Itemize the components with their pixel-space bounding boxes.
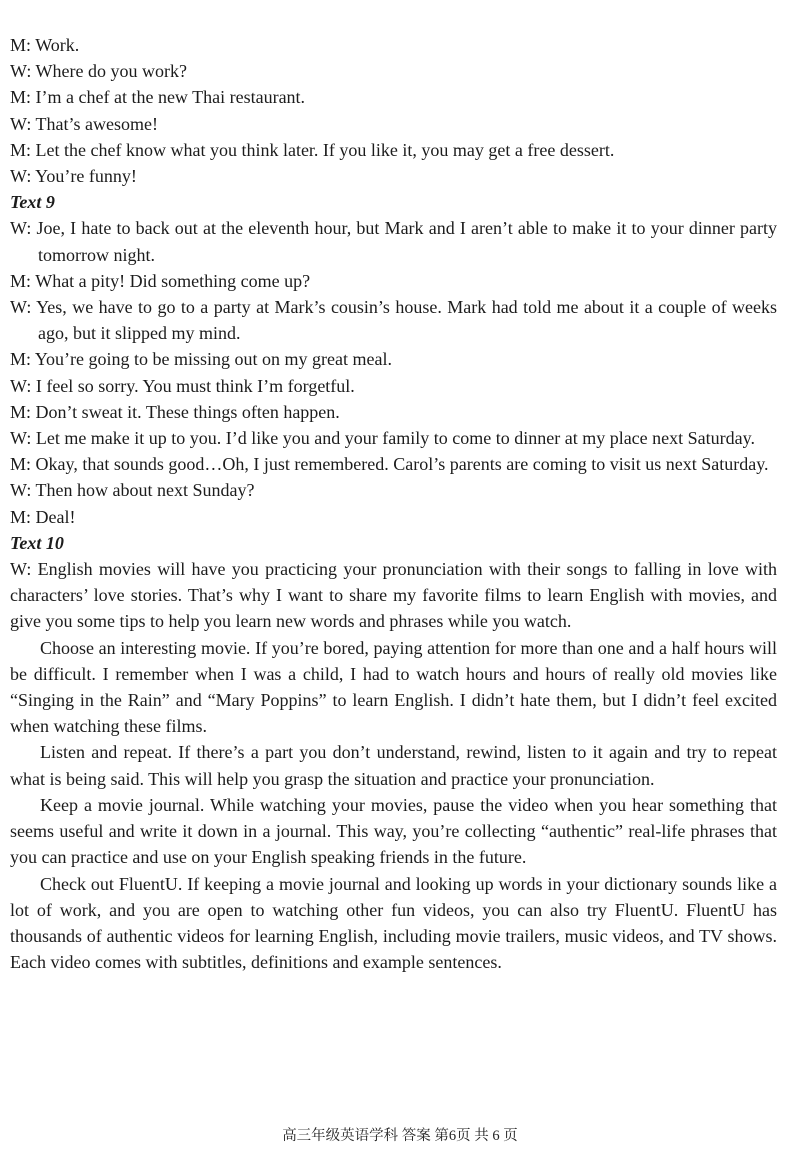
monologue-paragraph: Check out FluentU. If keeping a movie journal and looking up words in your dictionary sounds like a lot of work, and you are open to watching other fun videos, you can also try FluentU. FluentU has thousands of authentic videos for learning English, including movie trailers, music videos, and TV shows. Each video comes with subtitles, definitions and example sentences. xyxy=(10,873,777,973)
dialogue-line xyxy=(10,504,777,530)
dialogue-text: That’s awesome! xyxy=(35,113,158,134)
speaker-label: W: xyxy=(10,297,32,318)
dialogue-text: Let the chef know what you think later. If you like it, you may get a free dessert. xyxy=(35,139,615,160)
dialogue-line xyxy=(10,451,777,477)
dialogue-text: I feel so sorry. You must think I’m forgetful. xyxy=(35,375,355,396)
dialogue-line xyxy=(10,58,777,84)
dialogue-line xyxy=(10,294,777,346)
speaker-label: W: xyxy=(10,218,32,239)
dialogue-line xyxy=(10,84,777,110)
dialogue-line xyxy=(10,137,777,163)
dialogue-line xyxy=(10,346,777,372)
dialogue-line xyxy=(10,163,777,189)
speaker-label: M: xyxy=(10,506,32,527)
speaker-label: M: xyxy=(10,349,32,370)
monologue-paragraph: Listen and repeat. If there’s a part you don’t understand, rewind, listen to it again and try to repeat what is being said. This will help you grasp the situation and practice your pronunciation. xyxy=(10,742,777,789)
dialogue-text: Joe, I hate to back out at the eleventh hour, but Mark and I aren’t able to make it to your dinner party tomorrow night. xyxy=(36,218,777,265)
dialogue-text: You’re funny! xyxy=(35,166,137,187)
speaker-label: M: xyxy=(10,270,32,291)
monologue-paragraph: Choose an interesting movie. If you’re bored, paying attention for more than one and a half hours will be difficult. I remember when I was a child, I had to watch hours and hours of really old movies like “Singing in the Rain” and “Mary Poppins” to learn English. I didn’t hate them, but I didn’t feel excited when watching these films. xyxy=(10,637,777,737)
text10-heading: Text 10 xyxy=(10,532,64,553)
dialogue-line xyxy=(10,399,777,425)
dialogue-text: Yes, we have to go to a party at Mark’s cousin’s house. Mark had told me about it a couple of weeks ago, but it slipped my mind. xyxy=(36,297,777,344)
dialogue-line xyxy=(10,215,777,267)
dialogue-line xyxy=(10,477,777,503)
dialogue-line xyxy=(10,268,777,294)
speaker-label: W: xyxy=(10,375,32,396)
dialogue-text: Deal! xyxy=(35,506,76,527)
speaker-label: W: xyxy=(10,480,32,501)
dialogue-line xyxy=(10,111,777,137)
dialogue-line xyxy=(10,373,777,399)
dialogue-line xyxy=(10,32,777,58)
text9-heading: Text 9 xyxy=(10,192,55,213)
speaker-label: M: xyxy=(10,139,32,160)
dialogue-line xyxy=(10,425,777,451)
monologue-paragraph: W: English movies will have you practicing your pronunciation with their songs to falling in love with characters’ love stories. That’s why I want to share my favorite films to learn English with movies, and give you some tips to help you learn new words and phrases while you watch. xyxy=(10,559,777,632)
dialogue-text: Where do you work? xyxy=(35,61,187,82)
speaker-label: M: xyxy=(10,454,32,475)
dialogue-text: Okay, that sounds good…Oh, I just remembered. Carol’s parents are coming to visit us next Saturday. xyxy=(35,454,769,475)
speaker-label: W: xyxy=(10,166,32,187)
dialogue-text: Don’t sweat it. These things often happen. xyxy=(35,401,340,422)
dialogue-text: Then how about next Sunday? xyxy=(35,480,255,501)
page-footer: 高三年级英语学科 答案 第6页 共 6 页 xyxy=(282,1128,518,1144)
dialogue-text: I’m a chef at the new Thai restaurant. xyxy=(35,87,306,108)
dialogue-text: Work. xyxy=(35,35,80,55)
dialogue-text: You’re going to be missing out on my great meal. xyxy=(34,349,392,370)
dialogue-text: What a pity! Did something come up? xyxy=(35,270,311,291)
speaker-label: W: xyxy=(10,428,32,449)
speaker-label: W: xyxy=(10,113,32,134)
speaker-label: M: xyxy=(10,401,32,422)
text8-dialogue-section xyxy=(10,32,777,189)
speaker-label: M: xyxy=(10,87,32,108)
text10-section xyxy=(10,530,777,975)
text9-section xyxy=(10,189,777,530)
dialogue-text: Let me make it up to you. I’d like you and your family to come to dinner at my place next Saturday. xyxy=(35,428,755,449)
speaker-label: W: xyxy=(10,61,32,82)
monologue-paragraph: Keep a movie journal. While watching your movies, pause the video when you hear something that seems useful and write it down in a journal. This way, you’re collecting “authentic” real-life phrases that you can practice and use on your English speaking friends in the future. xyxy=(10,794,777,868)
speaker-label: M: xyxy=(10,35,32,55)
